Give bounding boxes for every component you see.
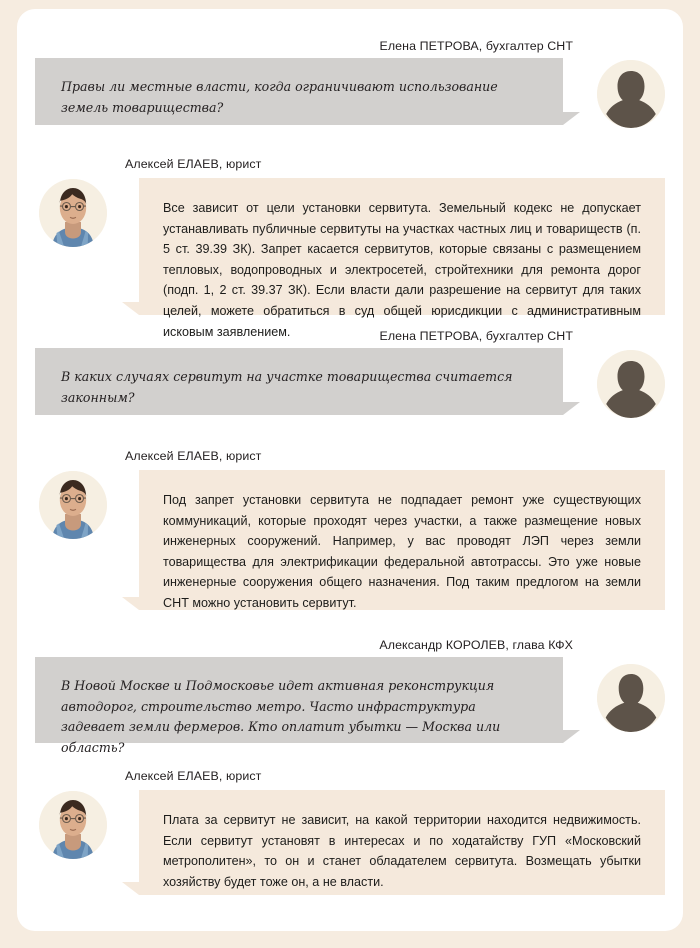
speaker-name-question-3: Александр КОРОЛЕВ, глава КФХ [379,638,573,652]
question-block-3 [17,638,683,758]
question-bubble-3 [35,657,563,755]
question-block-2 [17,329,683,439]
bubble-tail-icon [563,112,580,125]
qa-thread [17,9,683,931]
speaker-name-question-2: Елена ПЕТРОВА, бухгалтер СНТ [379,329,573,343]
page-sheet [17,9,683,931]
speaker-name-question-1: Елена ПЕТРОВА, бухгалтер СНТ [379,39,573,53]
lawyer-photo-icon [39,791,107,859]
female-silhouette-icon [597,60,665,128]
bubble-tail-icon [122,597,139,610]
bubble-tail-icon [563,730,580,743]
avatar-lawyer-photo [39,179,107,247]
avatar-male-silhouette [597,664,665,732]
male-silhouette-icon [597,664,665,732]
answer-text-3: Плата за сервитут не зависит, на какой территории находится недвижимость. Если сервитут установят в интересах и по ходатайству ГУП «Московский метрополитен», то он и станет обладателем сервитута. Возмещать убытки хозяйству будет тоже он, а не власти. [163,813,641,889]
question-bubble-2 [35,348,563,415]
question-text-1: Правы ли местные власти, когда ограничивают использование земель товарищества? [61,79,498,115]
answer-bubble-2 [139,470,665,610]
question-text-3: В Новой Москве и Подмосковье идет активная реконструкция автодорог, строительство метро. Часто инфраструктура задевает земли фермеров. Кто оплатит убытки — Москва или область? [61,678,501,755]
answer-text-1: Все зависит от цели установки сервитута. Земельный кодекс не допускает устанавливать публичные сервитуты на участках частных лиц и товариществ (п. 5 ст. 39.39 ЗК). Запрет касается сервитутов, которые связаны с размещением тепловых, водопроводных и электросетей, стройтехники для ремонта дорог (подп. 1, 2 ст. 39.37 ЗК). Если власти дали разрешение на сервитут для таких целей, можете обратиться в суд общей юрисдикции с административным исковым заявлением. [163,201,641,339]
lawyer-photo-icon [39,179,107,247]
avatar-lawyer-photo [39,471,107,539]
speaker-name-answer-2: Алексей ЕЛАЕВ, юрист [125,449,262,463]
lawyer-photo-icon [39,471,107,539]
speaker-name-answer-3: Алексей ЕЛАЕВ, юрист [125,769,262,783]
question-text-2: В каких случаях сервитут на участке товарищества считается законным? [61,369,513,405]
answer-bubble-3 [139,790,665,895]
answer-block-2 [17,449,683,614]
avatar-female-silhouette [597,60,665,128]
bubble-tail-icon [563,402,580,415]
bubble-tail-icon [122,302,139,315]
answer-block-3 [17,769,683,909]
question-bubble-1 [35,58,563,125]
question-block-1 [17,39,683,149]
avatar-lawyer-photo [39,791,107,859]
bubble-tail-icon [122,882,139,895]
female-silhouette-icon [597,350,665,418]
answer-text-2: Под запрет установки сервитута не подпадает ремонт уже существующих коммуникаций, которые проходят через участки, а также размещение новых инженерных сооружений. Например, у вас проводят ЛЭП через земли товарищества для электрификации федеральной автотрассы. Это уже новые инженерные сооружения общего назначения. Под таким предлогом на земли СНТ можно установить сервитут. [163,493,641,610]
speaker-name-answer-1: Алексей ЕЛАЕВ, юрист [125,157,262,171]
avatar-female-silhouette [597,350,665,418]
